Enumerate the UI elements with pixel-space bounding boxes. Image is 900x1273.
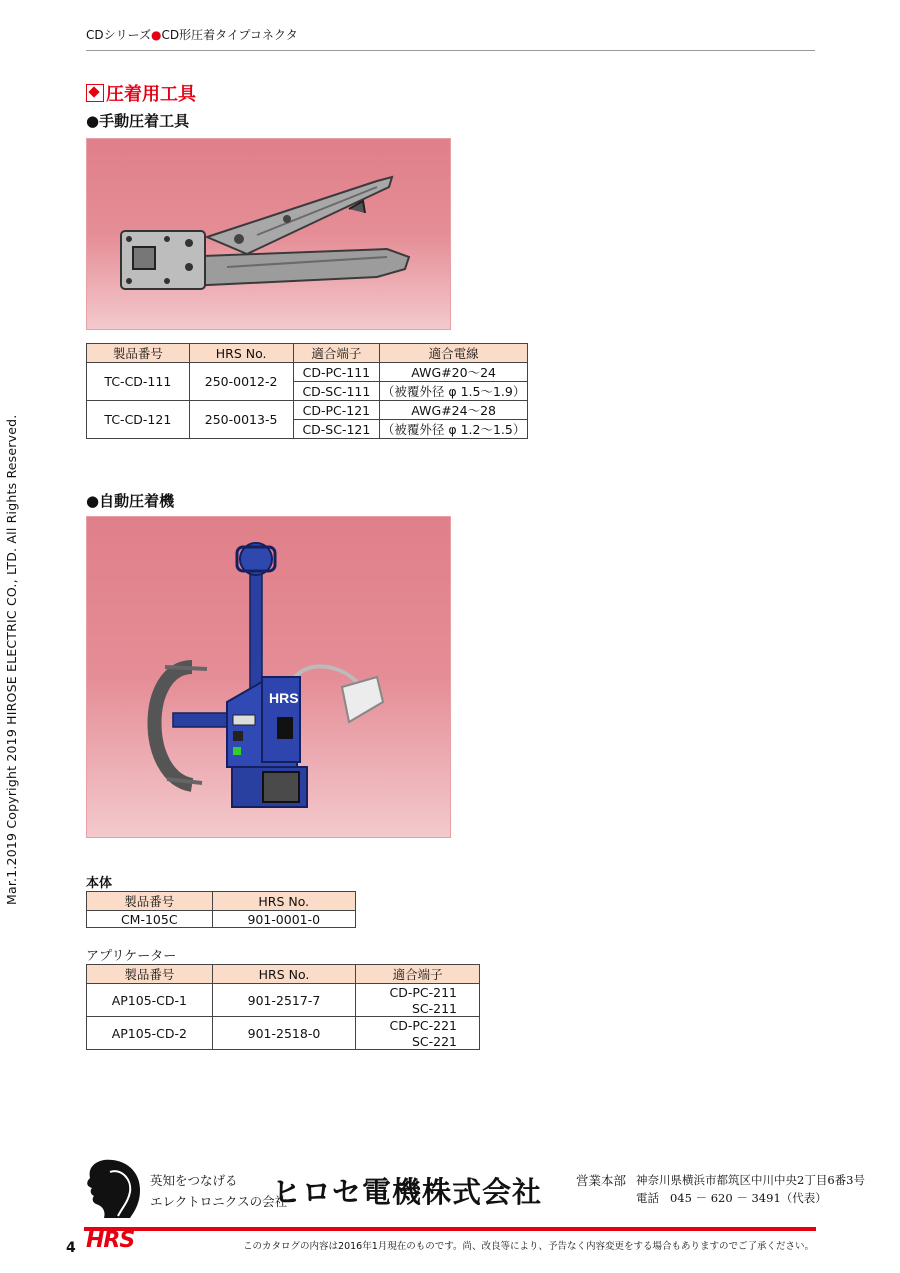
wire-cell: （被覆外径 φ 1.5～1.9） — [380, 382, 528, 401]
col-part-number: 製品番号 — [87, 965, 213, 984]
hrs-no-cell: 901-2517-7 — [212, 984, 356, 1017]
terminal-cell: CD-PC-111 — [293, 363, 380, 382]
part-number-cell: TC-CD-111 — [87, 363, 190, 401]
hrs-no-cell: 250-0012-2 — [189, 363, 293, 401]
col-hrs-no: HRS No. — [212, 965, 356, 984]
col-part-number: 製品番号 — [87, 892, 213, 911]
table-row — [87, 984, 480, 1001]
main-body-table — [86, 891, 356, 928]
table-header-row — [87, 892, 356, 911]
terminal-cell: CD-PC-121 — [293, 401, 380, 420]
product-name: CD形圧着タイプコネクタ — [161, 28, 298, 42]
wire-cell: （被覆外径 φ 1.2～1.5） — [380, 420, 528, 439]
company-name: ヒロセ電機株式会社 — [272, 1175, 543, 1209]
head-silhouette-logo — [84, 1158, 144, 1220]
phone-line — [636, 1190, 827, 1206]
side-copyright: Mar.1.2019 Copyright 2019 HIROSE ELECTRIC CO., LTD. All Rights Reserved. — [4, 414, 19, 905]
machine-brand-label: HRS — [269, 690, 299, 706]
table-row — [87, 1017, 480, 1034]
office-address: 神奈川県横浜市都筑区中川中央2丁目6番3号 — [636, 1173, 865, 1187]
auto-crimp-machine-photo — [86, 516, 451, 838]
col-hrs-no: HRS No. — [212, 892, 355, 911]
header-divider — [86, 50, 815, 51]
terminal-cell: CD-SC-121 — [293, 420, 380, 439]
section-title-text: 圧着用工具 — [106, 84, 196, 105]
auto-machine-title: ●自動圧着機 — [86, 492, 175, 510]
main-body-label: 本体 — [86, 876, 113, 891]
series-name: CDシリーズ — [86, 28, 152, 42]
slogan-line-2: エレクトロニクスの会社 — [150, 1194, 288, 1209]
wire-cell: AWG#24～28 — [380, 401, 528, 420]
terminal-cell: SC-221 — [356, 1033, 480, 1050]
diamond-mark-icon — [86, 84, 104, 102]
terminal-cell: CD-PC-221 — [356, 1017, 480, 1034]
header-breadcrumb — [86, 26, 298, 43]
part-number-cell: TC-CD-121 — [87, 401, 190, 439]
col-wire: 適合電線 — [380, 344, 528, 363]
terminal-cell: CD-SC-111 — [293, 382, 380, 401]
part-number-cell: CM-105C — [87, 911, 213, 928]
table-row — [87, 363, 528, 382]
page-number: 4 — [66, 1240, 76, 1256]
crimp-machine-illustration — [87, 517, 450, 837]
table-header-row — [87, 344, 528, 363]
terminal-cell: SC-211 — [356, 1000, 480, 1017]
crimp-tool-illustration — [87, 139, 450, 329]
terminal-cell: CD-PC-211 — [356, 984, 480, 1001]
manual-crimp-tool-photo — [86, 138, 451, 330]
hrs-no-cell: 901-2518-0 — [212, 1017, 356, 1050]
office-label: 営業本部 — [576, 1173, 627, 1188]
manual-tool-table — [86, 343, 528, 439]
catalog-notice: このカタログの内容は2016年1月現在のものです。尚、改良等により、予告なく内容変更をする場合もありますのでご了承ください。 — [243, 1241, 814, 1252]
part-number-cell: AP105-CD-1 — [87, 984, 213, 1017]
hrs-logo: HRS — [86, 1228, 135, 1253]
applicator-label: アプリケーター — [86, 949, 177, 964]
wire-cell: AWG#20～24 — [380, 363, 528, 382]
table-row — [87, 401, 528, 420]
col-terminal: 適合端子 — [356, 965, 480, 984]
col-terminal: 適合端子 — [293, 344, 380, 363]
table-header-row — [87, 965, 480, 984]
red-dot-icon: ● — [151, 28, 162, 42]
manual-tool-title: ●手動圧着工具 — [86, 112, 190, 130]
phone-number: 045 － 620 － 3491（代表） — [669, 1191, 827, 1205]
footer-red-rule — [84, 1227, 816, 1231]
col-part-number: 製品番号 — [87, 344, 190, 363]
slogan-line-1: 英知をつなげる — [150, 1173, 238, 1188]
hrs-no-cell: 250-0013-5 — [189, 401, 293, 439]
part-number-cell: AP105-CD-2 — [87, 1017, 213, 1050]
table-row — [87, 911, 356, 928]
hrs-no-cell: 901-0001-0 — [212, 911, 355, 928]
phone-label: 電話 — [636, 1191, 659, 1205]
section-title — [86, 80, 196, 106]
applicator-table — [86, 964, 480, 1050]
col-hrs-no: HRS No. — [189, 344, 293, 363]
